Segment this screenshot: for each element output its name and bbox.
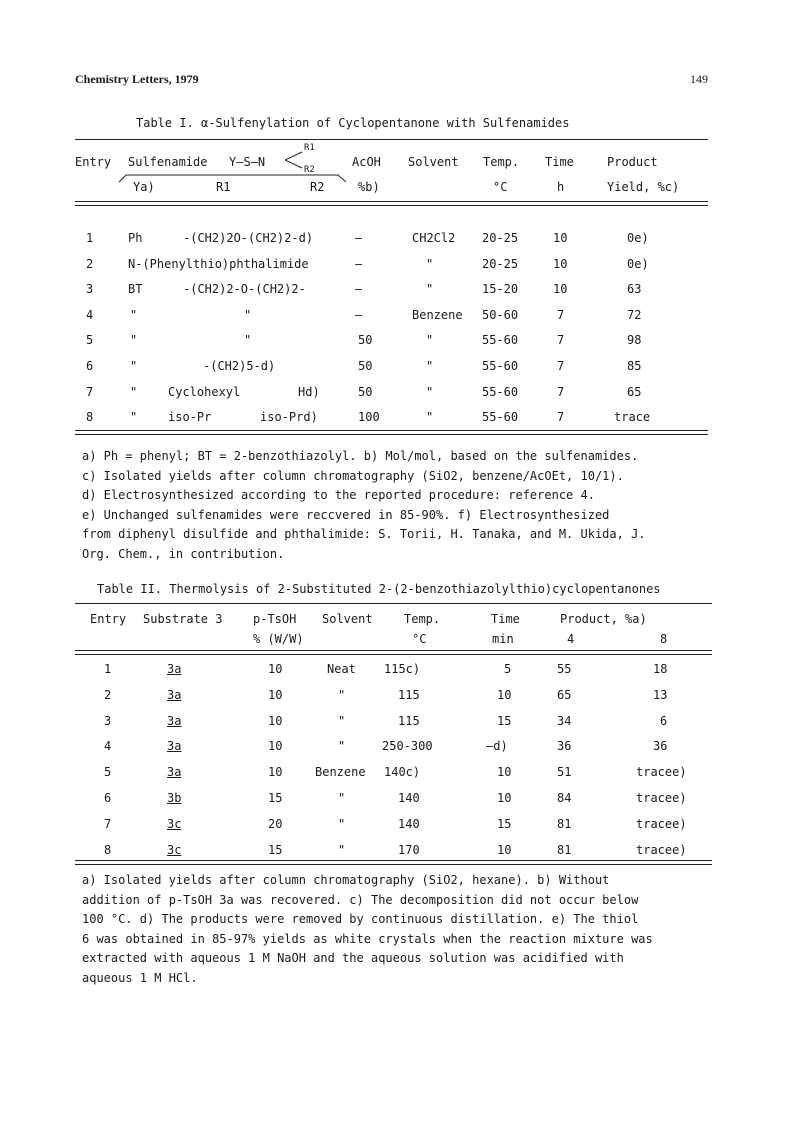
t2-h-temp-unit: °C xyxy=(412,632,427,646)
t1-cell-r1: -(CH2)2-O-(CH2)2- xyxy=(183,282,306,296)
t2-cell-solvent: " xyxy=(338,688,346,702)
t2-cell-p8: tracee) xyxy=(636,791,687,805)
t2-cell-ptsoh: 10 xyxy=(268,714,283,728)
t1-cell-yield: 98 xyxy=(627,333,642,347)
table1-mid-rule-2 xyxy=(75,205,708,206)
t2-cell-temp: 140 xyxy=(398,791,420,805)
t2-cell-p4: 81 xyxy=(557,817,572,831)
t1-cell-temp: 15-20 xyxy=(482,282,519,296)
t2-cell-solvent: " xyxy=(338,817,346,831)
t1-footnote: e) Unchanged sulfenamides were reccvered in 85-90%. f) Electrosynthesized xyxy=(82,507,610,522)
t2-cell-p8: tracee) xyxy=(636,843,687,857)
t1-cell-acoh: — xyxy=(355,257,363,271)
t2-cell-ptsoh: 10 xyxy=(268,662,283,676)
t2-cell-p8: tracee) xyxy=(636,817,687,831)
t1-h-product: Product xyxy=(607,155,658,169)
t1-cell-yield: 72 xyxy=(627,308,642,322)
t1-h-acoh-unit: %b) xyxy=(358,180,380,194)
t1-cell-r1: -(CH2)2O-(CH2)2-d) xyxy=(183,231,314,245)
table1-caption: Table I. α-Sulfenylation of Cyclopentanone with Sulfenamides xyxy=(136,116,570,130)
t1-cell-yield: 85 xyxy=(627,359,642,373)
t1-cell-time: 10 xyxy=(553,257,568,271)
t1-cell-acoh: — xyxy=(355,231,363,245)
t1-cell-yield: 0e) xyxy=(627,257,649,271)
t2-cell-solvent: " xyxy=(338,739,346,753)
t2-cell-entry: 8 xyxy=(104,843,112,857)
t2-cell-ptsoh: 10 xyxy=(268,688,283,702)
t1-cell-entry: 1 xyxy=(86,231,94,245)
t1-cell-time: 7 xyxy=(557,308,565,322)
t1-cell-temp: 20-25 xyxy=(482,231,519,245)
t2-cell-entry: 7 xyxy=(104,817,112,831)
t2-cell-solvent: " xyxy=(338,714,346,728)
table2-mid-rule-2 xyxy=(75,654,712,655)
t2-cell-ptsoh: 10 xyxy=(268,739,283,753)
t1-cell-entry: 8 xyxy=(86,410,94,424)
t1-cell-solvent: CH2Cl2 xyxy=(412,231,456,245)
t1-cell-entry: 5 xyxy=(86,333,94,347)
t2-cell-solvent: Benzene xyxy=(315,765,366,779)
t1-h-temp-unit: °C xyxy=(493,180,508,194)
table1-mid-rule-1 xyxy=(75,201,708,202)
t2-cell-solvent: " xyxy=(338,791,346,805)
t2-cell-temp: 140 xyxy=(398,817,420,831)
t1-h-yield-unit: Yield, %c) xyxy=(607,180,680,194)
t1-cell-yield: trace xyxy=(614,410,651,424)
t2-cell-p4: 51 xyxy=(557,765,572,779)
t1-footnote: a) Ph = phenyl; BT = 2-benzothiazolyl. b) Mol/mol, based on the sulfenamides. xyxy=(82,449,639,463)
t2-cell-solvent: " xyxy=(338,843,346,857)
t2-cell-p8: 13 xyxy=(653,688,668,702)
table1-top-rule xyxy=(75,139,708,140)
t2-footnote: 6 was obtained in 85-97% yields as white crystals when the reaction mixture was xyxy=(82,931,653,946)
t1-cell-y: " xyxy=(130,385,138,399)
t1-cell-solvent: " xyxy=(426,359,434,373)
t2-cell-entry: 2 xyxy=(104,688,112,702)
t1-cell-entry: 2 xyxy=(86,257,94,271)
t1-cell-acoh: 50 xyxy=(358,359,373,373)
t1-cell-temp: 55-60 xyxy=(482,359,519,373)
t2-cell-ptsoh: 15 xyxy=(268,843,283,857)
journal-header: Chemistry Letters, 1979 xyxy=(75,72,199,86)
t2-cell-p4: 65 xyxy=(557,688,572,702)
t2-cell-time: 10 xyxy=(497,843,512,857)
t2-h-temp: Temp. xyxy=(404,612,441,626)
t1-h-entry: Entry xyxy=(75,155,112,169)
t1-cell-time: 7 xyxy=(557,359,565,373)
t2-cell-p4: 36 xyxy=(557,739,572,753)
t2-h-time: Time xyxy=(491,612,520,626)
t1-cell-time: 10 xyxy=(553,231,568,245)
t2-cell-time: 15 xyxy=(497,714,512,728)
t1-cell-time: 10 xyxy=(553,282,568,296)
table2-top-rule xyxy=(75,603,712,604)
t1-cell-time: 7 xyxy=(557,410,565,424)
table1-bottom-rule-2 xyxy=(75,434,708,435)
table2-bottom-rule-2 xyxy=(75,864,712,865)
t2-cell-temp: 115 xyxy=(398,688,420,702)
t2-cell-p8: tracee) xyxy=(636,765,687,779)
t1-cell-entry: 6 xyxy=(86,359,94,373)
t2-cell-time: 10 xyxy=(497,765,512,779)
t1-cell-y: N-(Phenylthio)phthalimide xyxy=(128,257,309,271)
t2-h-p4: 4 xyxy=(567,632,575,646)
t1-cell-yield: 0e) xyxy=(627,231,649,245)
t2-cell-substrate: 3a xyxy=(167,688,182,702)
t2-cell-time: —d) xyxy=(486,739,508,753)
t2-cell-entry: 5 xyxy=(104,765,112,779)
t2-cell-p4: 81 xyxy=(557,843,572,857)
t1-cell-yield: 63 xyxy=(627,282,642,296)
t1-cell-acoh: — xyxy=(355,308,363,322)
table2-bottom-rule-1 xyxy=(75,860,712,861)
t1-cell-temp: 55-60 xyxy=(482,333,519,347)
t2-cell-temp: 170 xyxy=(398,843,420,857)
t2-h-time-unit: min xyxy=(492,632,514,646)
t1-cell-r1: -(CH2)5-d) xyxy=(203,359,276,373)
table1-bottom-rule-1 xyxy=(75,430,708,431)
t1-cell-solvent: " xyxy=(426,257,434,271)
t2-cell-substrate: 3c xyxy=(167,817,182,831)
t1-h-r1: R1 xyxy=(304,143,315,153)
t2-h-p8: 8 xyxy=(660,632,668,646)
page-number: 149 xyxy=(690,72,708,86)
t2-cell-solvent: Neat xyxy=(327,662,356,676)
t2-cell-time: 10 xyxy=(497,791,512,805)
t1-cell-r1: Cyclohexyl xyxy=(168,385,241,399)
t1-cell-y: " xyxy=(130,410,138,424)
t1-h-y: Ya) xyxy=(133,180,155,194)
t1-cell-r1: iso-Pr xyxy=(168,410,212,424)
t1-cell-r1: " xyxy=(244,333,252,347)
t2-cell-ptsoh: 10 xyxy=(268,765,283,779)
t2-cell-entry: 1 xyxy=(104,662,112,676)
t2-cell-temp: 115 xyxy=(398,714,420,728)
t1-h-r1-sub: R1 xyxy=(216,180,231,194)
t1-h-time: Time xyxy=(545,155,574,169)
t2-footnote: addition of p-TsOH 3a was recovered. c) The decomposition did not occur below xyxy=(82,892,639,907)
t1-cell-y: Ph xyxy=(128,231,143,245)
t1-cell-r2: Hd) xyxy=(298,385,320,399)
t2-cell-temp: 250-300 xyxy=(382,739,433,753)
t2-h-ptsoh-unit: % (W/W) xyxy=(253,632,304,646)
t1-h-sulfenamide: Sulfenamide xyxy=(128,155,208,169)
t2-cell-substrate: 3c xyxy=(167,843,182,857)
t1-cell-solvent: " xyxy=(426,333,434,347)
t1-h-formula: Y—S—N xyxy=(229,155,266,169)
t2-cell-entry: 6 xyxy=(104,791,112,805)
t2-h-entry: Entry xyxy=(90,612,127,626)
t2-cell-substrate: 3a xyxy=(167,765,182,779)
t1-footnote: d) Electrosynthesized according to the reported procedure: reference 4. xyxy=(82,488,595,502)
table2-caption: Table II. Thermolysis of 2-Substituted 2-(2-benzothiazolylthio)cyclopentanones xyxy=(97,582,661,596)
t2-footnote: aqueous 1 M HCl. xyxy=(82,970,198,985)
t1-cell-acoh: 50 xyxy=(358,385,373,399)
t2-cell-time: 10 xyxy=(497,688,512,702)
t2-cell-substrate: 3a xyxy=(167,662,182,676)
t1-h-acoh: AcOH xyxy=(352,155,381,169)
t2-footnote: extracted with aqueous 1 M NaOH and the aqueous solution was acidified with xyxy=(82,951,624,965)
t1-h-temp: Temp. xyxy=(483,155,520,169)
t1-cell-entry: 7 xyxy=(86,385,94,399)
t2-cell-entry: 3 xyxy=(104,714,112,728)
t2-h-substrate: Substrate 3 xyxy=(143,612,223,626)
t1-cell-y: " xyxy=(130,359,138,373)
t1-footnote: from diphenyl disulfide and phthalimide: S. Torii, H. Tanaka, and M. Ukida, J. xyxy=(82,527,646,541)
t1-cell-solvent: " xyxy=(426,385,434,399)
t1-cell-r2: iso-Prd) xyxy=(260,410,318,424)
t1-h-r2: R2 xyxy=(304,165,315,175)
t2-footnote: 100 °C. d) The products were removed by continuous distillation. e) The thiol xyxy=(82,912,639,926)
t1-cell-solvent: " xyxy=(426,282,434,296)
table2-mid-rule-1 xyxy=(75,650,712,651)
t1-cell-solvent: " xyxy=(426,410,434,424)
t1-footnote: Org. Chem., in contribution. xyxy=(82,546,285,561)
t2-cell-temp: 140c) xyxy=(384,765,421,779)
t1-cell-y: BT xyxy=(128,282,143,296)
t1-h-time-unit: h xyxy=(557,180,565,194)
t2-cell-ptsoh: 15 xyxy=(268,791,283,805)
t1-cell-acoh: 100 xyxy=(358,410,380,424)
t2-h-ptsoh: p-TsOH xyxy=(253,612,297,626)
t2-cell-time: 5 xyxy=(504,662,512,676)
t2-h-product: Product, %a) xyxy=(560,612,647,626)
t2-cell-time: 15 xyxy=(497,817,512,831)
t1-h-solvent: Solvent xyxy=(408,155,459,169)
t2-cell-substrate: 3a xyxy=(167,714,182,728)
t1-cell-entry: 3 xyxy=(86,282,94,296)
t1-cell-yield: 65 xyxy=(627,385,642,399)
t2-cell-temp: 115c) xyxy=(384,662,421,676)
t1-cell-temp: 55-60 xyxy=(482,410,519,424)
t2-cell-ptsoh: 20 xyxy=(268,817,283,831)
t1-footnote: c) Isolated yields after column chromatography (SiO2, benzene/AcOEt, 10/1). xyxy=(82,468,624,483)
t2-cell-p4: 84 xyxy=(557,791,572,805)
t2-cell-p8: 36 xyxy=(653,739,668,753)
t2-h-solvent: Solvent xyxy=(322,612,373,626)
t1-cell-entry: 4 xyxy=(86,308,94,322)
t2-cell-p8: 6 xyxy=(660,714,668,728)
t1-cell-time: 7 xyxy=(557,333,565,347)
t1-cell-acoh: 50 xyxy=(358,333,373,347)
t1-cell-time: 7 xyxy=(557,385,565,399)
t2-cell-substrate: 3b xyxy=(167,791,182,805)
t1-cell-acoh: — xyxy=(355,282,363,296)
t1-cell-y: " xyxy=(130,308,138,322)
t1-cell-solvent: Benzene xyxy=(412,308,463,322)
t1-h-r2-sub: R2 xyxy=(310,180,325,194)
t1-cell-r1: " xyxy=(244,308,252,322)
t1-cell-y: " xyxy=(130,333,138,347)
t2-cell-entry: 4 xyxy=(104,739,112,753)
t2-cell-p8: 18 xyxy=(653,662,668,676)
t1-cell-temp: 55-60 xyxy=(482,385,519,399)
t1-cell-temp: 50-60 xyxy=(482,308,519,322)
t2-cell-p4: 55 xyxy=(557,662,572,676)
t2-cell-substrate: 3a xyxy=(167,739,182,753)
t1-cell-temp: 20-25 xyxy=(482,257,519,271)
t2-cell-p4: 34 xyxy=(557,714,572,728)
t2-footnote: a) Isolated yields after column chromatography (SiO2, hexane). b) Without xyxy=(82,873,610,887)
